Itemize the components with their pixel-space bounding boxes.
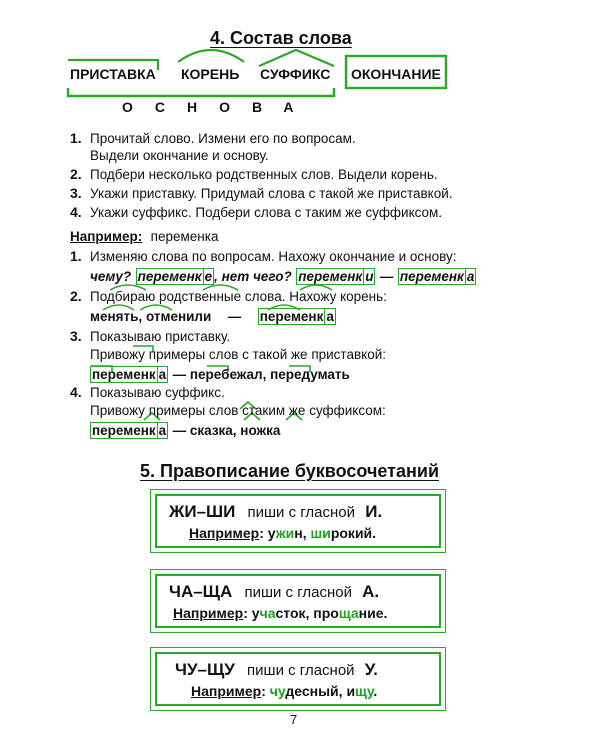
page-number: 7 [290,712,298,727]
section-4-title: 4. Состав слова [210,28,352,48]
label-prefix: ПРИСТАВКА [70,66,156,82]
root-arc-small [300,285,332,290]
label-root: КОРЕНЬ [181,66,240,82]
root-arc-small [268,305,300,310]
rule-box-3: ЧУ–ЩУ пиши с гласной У. Например: чудесный, ищу. [155,652,441,706]
label-suffix: СУФФИКС [260,66,331,82]
section-5-title: 5. Правописание буквосочетаний [140,461,440,481]
example-word: переменка [150,229,219,244]
label-stem: ОСНОВА [122,99,316,115]
rule-box-2: ЧА–ЩА пиши с гласной А. Например: участок, прощание. [155,574,441,628]
root-arc-small [110,285,146,290]
rule-box-1: ЖИ–ШИ пиши с гласной И. Например: ужин, широкий. [155,494,441,548]
root-arc-small [140,305,172,310]
label-ending: ОКОНЧАНИЕ [351,66,441,82]
root-arc-small [203,285,238,290]
example-label: Например: [70,229,143,244]
root-arc-small [103,305,134,310]
